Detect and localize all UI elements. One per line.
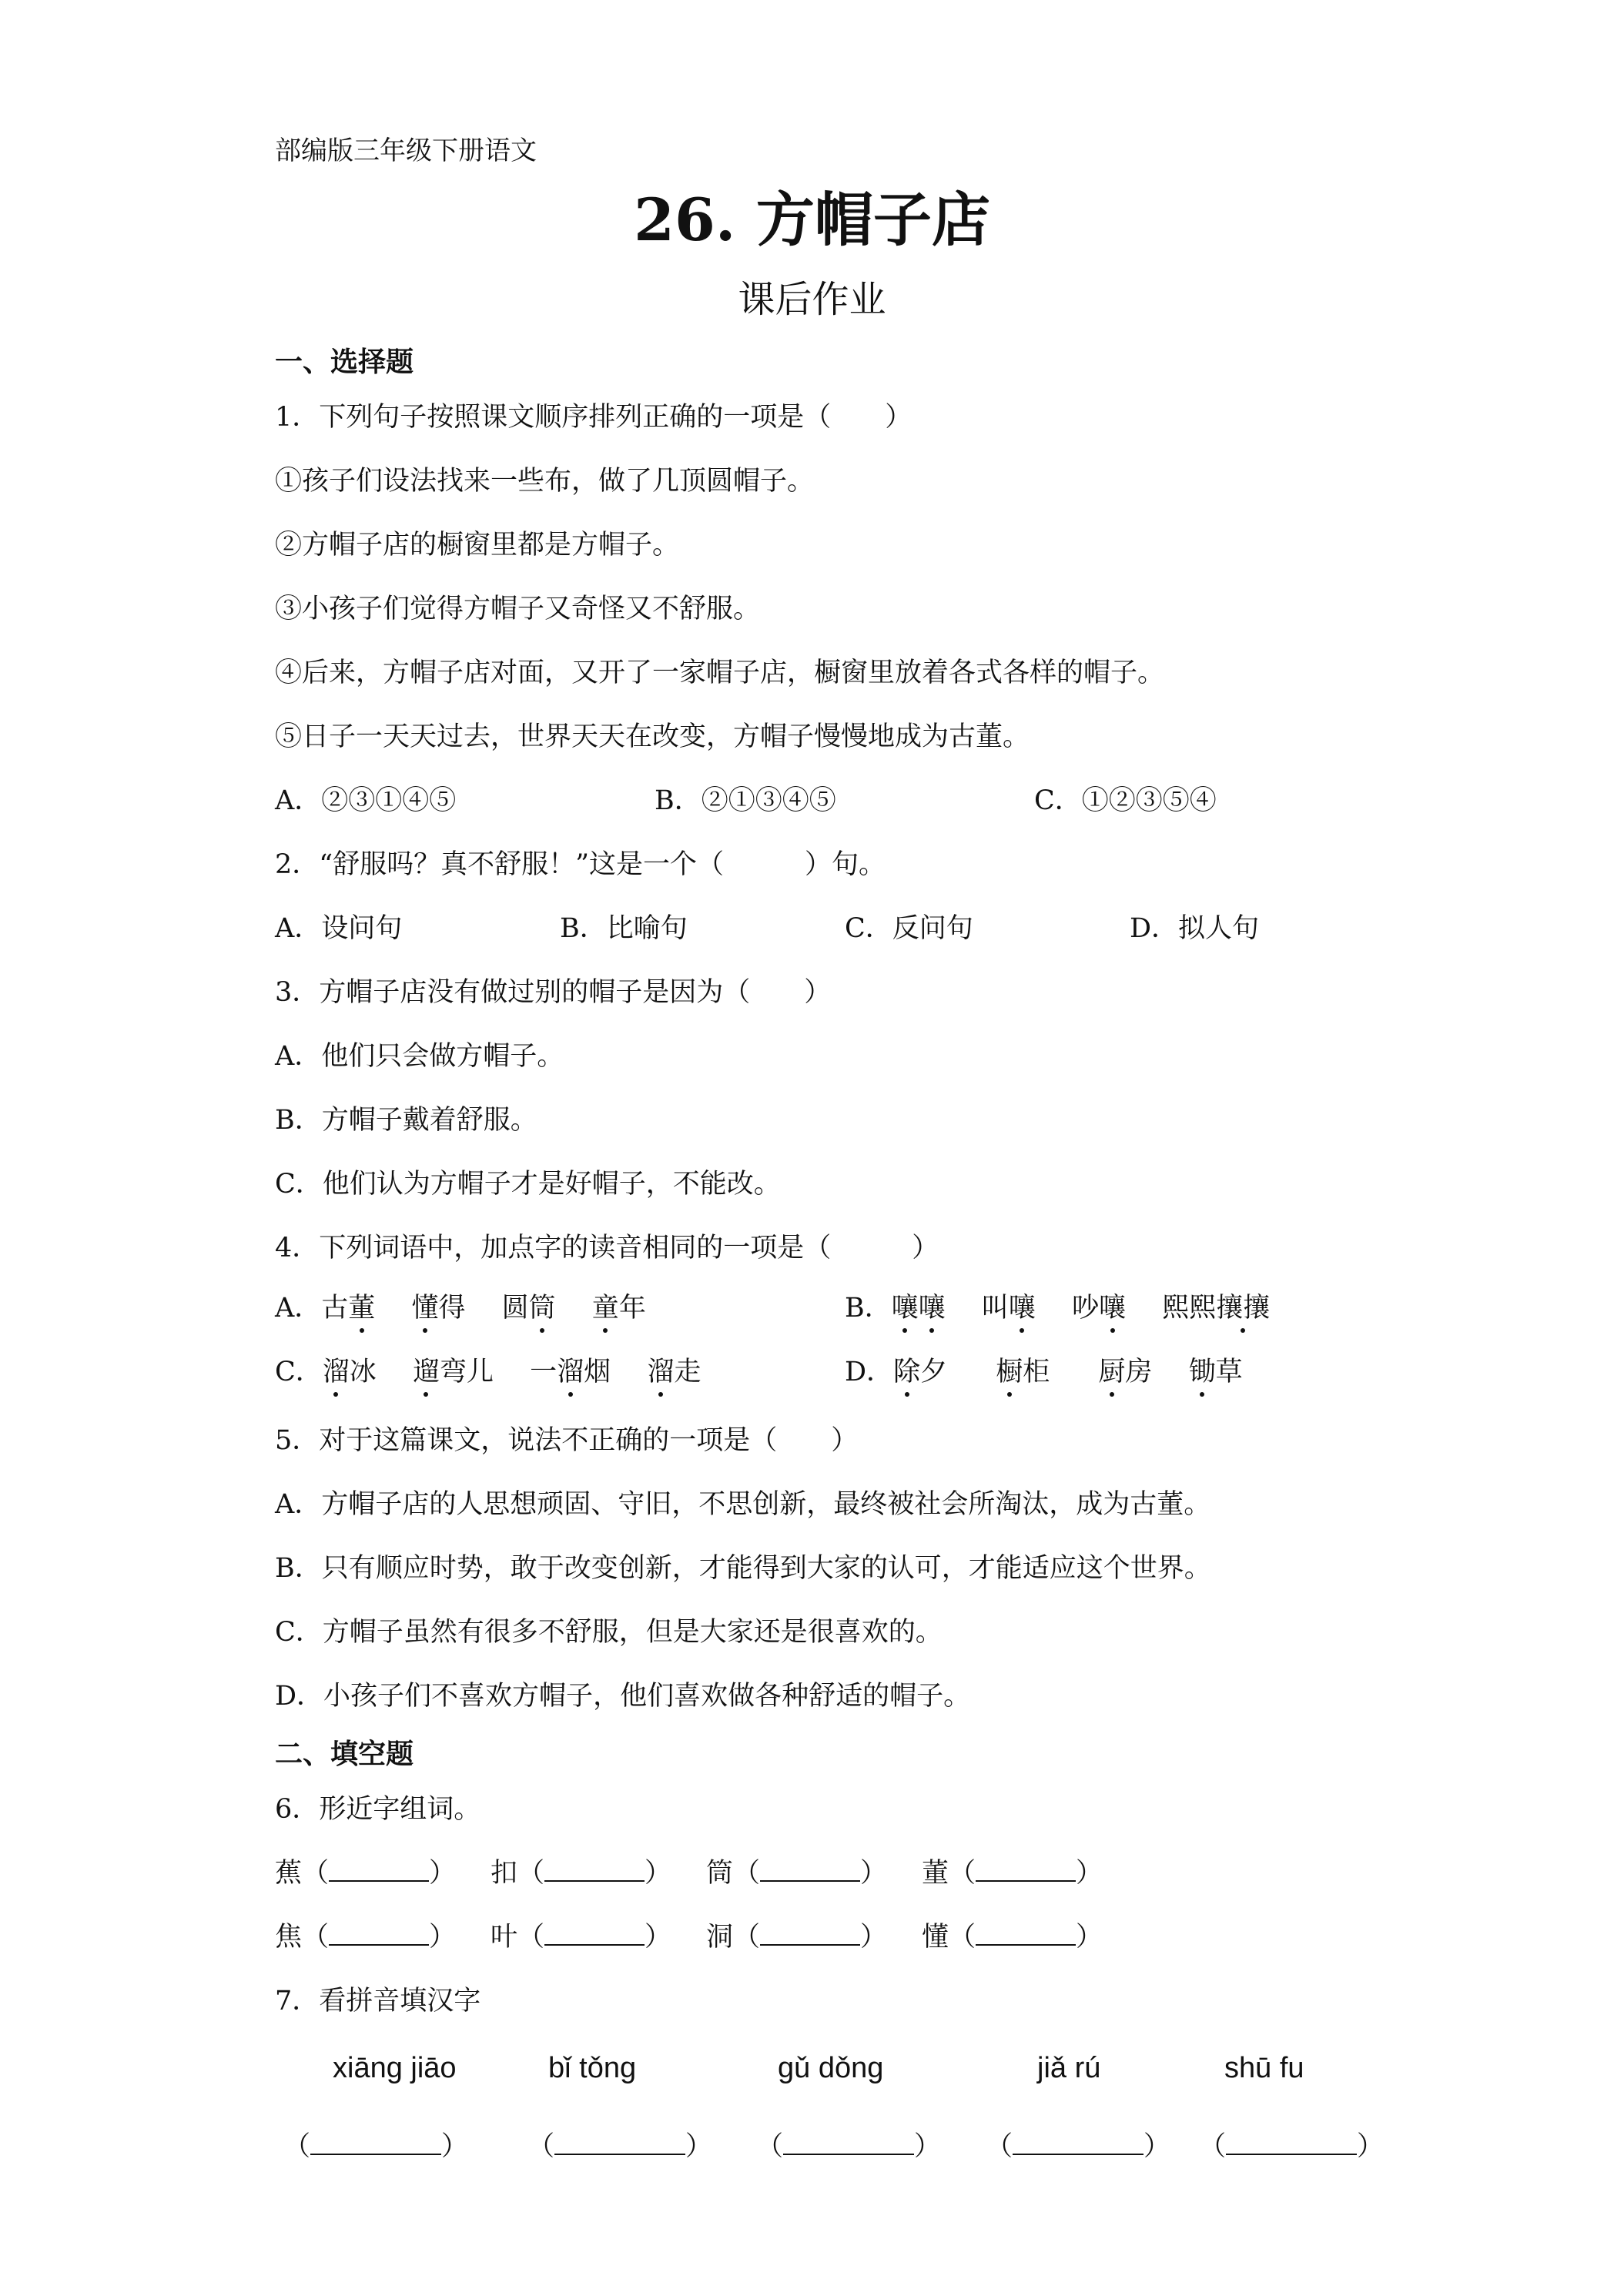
question-1-option-c: C．①②③⑤④ xyxy=(1034,785,1217,816)
word: 圆筒 xyxy=(502,1293,556,1324)
answer-blank[interactable] xyxy=(760,1921,860,1946)
word: 懂得 xyxy=(411,1293,465,1324)
q7-blank-3: （ ） xyxy=(756,2131,942,2162)
question-1-item-4: ④后来，方帽子店对面，又开了一家帽子店，橱窗里放着各式各样的帽子。 xyxy=(275,658,1165,688)
option-letter: C． xyxy=(275,1357,323,1387)
answer-blank[interactable] xyxy=(783,2130,914,2155)
question-4-option-c xyxy=(275,1350,701,1389)
series-label: 部编版三年级下册语文 xyxy=(275,136,537,166)
question-2-option-c: C．反问句 xyxy=(845,913,973,944)
question-4-option-d xyxy=(845,1350,1243,1389)
question-1-item-5: ⑤日子一天天过去，世界天天在改变，方帽子慢慢地成为古董。 xyxy=(275,721,1030,752)
word: 叫嚷 xyxy=(982,1293,1036,1324)
answer-blank[interactable] xyxy=(1013,2130,1143,2155)
q7-blank-2: （ ） xyxy=(527,2131,713,2162)
question-5-option-a: A．方帽子店的人思想顽固、守旧，不思创新，最终被社会所淘汰，成为古董。 xyxy=(275,1489,1211,1520)
question-2-option-d: D．拟人句 xyxy=(1130,913,1260,944)
word: 古董 xyxy=(321,1293,375,1324)
pinyin-5: shū fu xyxy=(1224,2052,1304,2084)
q7-blank-1: （ ） xyxy=(283,2131,469,2162)
page-subtitle: 课后作业 xyxy=(738,278,886,321)
q6-row-1-item-4: 董（ ） xyxy=(922,1858,1103,1889)
answer-blank[interactable] xyxy=(544,1857,645,1882)
option-letter: A． xyxy=(275,1293,322,1324)
word: 溜走 xyxy=(647,1357,701,1387)
question-1-stem: 1．下列句子按照课文顺序排列正确的一项是（ ） xyxy=(275,402,912,433)
q6-row-2-item-4: 懂（ ） xyxy=(922,1922,1103,1953)
question-4-option-b xyxy=(845,1287,1270,1325)
pinyin-3: gǔ dǒng xyxy=(778,2052,884,2084)
answer-blank[interactable] xyxy=(329,1921,429,1946)
word: 童年 xyxy=(592,1293,646,1324)
pinyin-4: jiǎ rú xyxy=(1037,2052,1101,2084)
question-1-option-b: B．②①③④⑤ xyxy=(655,785,836,816)
word: 熙熙攘攘 xyxy=(1162,1293,1270,1324)
word: 嚷嚷 xyxy=(892,1293,946,1324)
pinyin-2: bǐ tǒng xyxy=(548,2052,637,2084)
page-title: 26. 方帽子店 xyxy=(634,186,990,254)
q7-blank-4: （ ） xyxy=(986,2131,1171,2162)
section-heading-choice: 一、选择题 xyxy=(275,346,414,378)
answer-blank[interactable] xyxy=(544,1921,645,1946)
question-7-stem: 7．看拼音填汉字 xyxy=(275,1986,481,2017)
q6-row-2-item-1: 焦（ ） xyxy=(275,1922,457,1953)
answer-blank[interactable] xyxy=(760,1857,860,1882)
answer-blank[interactable] xyxy=(976,1921,1076,1946)
question-1-option-a: A．②③①④⑤ xyxy=(275,785,457,816)
word: 一溜烟 xyxy=(530,1357,611,1387)
question-1-item-2: ②方帽子店的橱窗里都是方帽子。 xyxy=(275,530,680,561)
option-letter: D． xyxy=(845,1357,894,1387)
question-3-option-a: A．他们只会做方帽子。 xyxy=(275,1041,564,1072)
question-2-option-b: B．比喻句 xyxy=(560,913,688,944)
answer-blank[interactable] xyxy=(310,2130,441,2155)
q6-row-2-item-2: 叶（ ） xyxy=(491,1922,672,1953)
word: 遛弯儿 xyxy=(413,1357,494,1387)
question-1-item-3: ③小孩子们觉得方帽子又奇怪又不舒服。 xyxy=(275,594,761,624)
q7-blank-5: （ ） xyxy=(1199,2131,1385,2162)
word: 橱柜 xyxy=(996,1357,1050,1387)
question-6-stem: 6．形近字组词。 xyxy=(275,1794,481,1825)
pinyin-1: xiāng jiāo xyxy=(333,2052,457,2084)
question-4-stem: 4．下列词语中，加点字的读音相同的一项是（ ） xyxy=(275,1233,939,1263)
question-1-item-1: ①孩子们设法找来一些布，做了几顶圆帽子。 xyxy=(275,466,815,497)
word: 吵嚷 xyxy=(1072,1293,1126,1324)
question-5-option-c: C．方帽子虽然有很多不舒服，但是大家还是很喜欢的。 xyxy=(275,1617,943,1648)
word: 锄草 xyxy=(1189,1357,1243,1387)
answer-blank[interactable] xyxy=(554,2130,685,2155)
answer-blank[interactable] xyxy=(329,1857,429,1882)
section-heading-fill: 二、填空题 xyxy=(275,1738,414,1770)
word: 除夕 xyxy=(893,1357,947,1387)
q6-row-2-item-3: 洞（ ） xyxy=(706,1922,888,1953)
question-4-option-a xyxy=(275,1287,646,1325)
option-letter: B． xyxy=(845,1293,892,1324)
question-3-option-c: C．他们认为方帽子才是好帽子，不能改。 xyxy=(275,1169,781,1200)
word: 厨房 xyxy=(1098,1357,1152,1387)
answer-blank[interactable] xyxy=(976,1857,1076,1882)
question-2-stem: 2．“舒服吗？真不舒服！”这是一个（ ）句。 xyxy=(275,849,886,880)
q6-row-1-item-3: 筒（ ） xyxy=(706,1858,888,1889)
question-2-option-a: A．设问句 xyxy=(275,913,403,944)
q6-row-1-item-1: 蕉（ ） xyxy=(275,1858,457,1889)
question-5-stem: 5．对于这篇课文，说法不正确的一项是（ ） xyxy=(275,1425,859,1456)
question-5-option-d: D．小孩子们不喜欢方帽子，他们喜欢做各种舒适的帽子。 xyxy=(275,1681,971,1712)
answer-blank[interactable] xyxy=(1226,2130,1357,2155)
word: 溜冰 xyxy=(323,1357,377,1387)
question-3-stem: 3．方帽子店没有做过别的帽子是因为（ ） xyxy=(275,977,832,1008)
q6-row-1-item-2: 扣（ ） xyxy=(491,1858,672,1889)
question-5-option-b: B．只有顺应时势，敢于改变创新，才能得到大家的认可，才能适应这个世界。 xyxy=(275,1553,1211,1584)
question-3-option-b: B．方帽子戴着舒服。 xyxy=(275,1105,537,1136)
